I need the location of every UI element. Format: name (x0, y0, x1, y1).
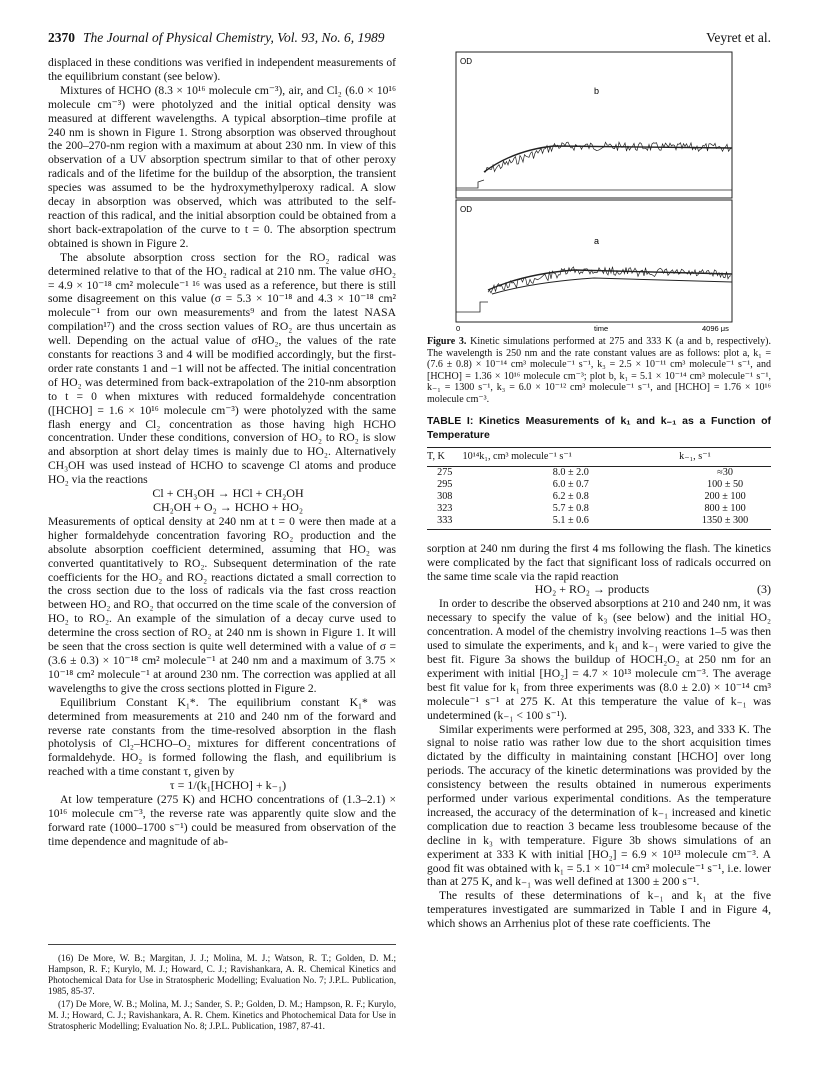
right-column (427, 336, 771, 931)
paragraph: The results of these determinations of k₋₁ and k₁ at the five temperatures investigated are summarized in Table I and in Figure 4, which shows an Arrhenius plot of these rate coefficients. The (427, 889, 771, 931)
panel-a-fit (488, 270, 732, 290)
table-row (427, 491, 771, 503)
table-row (427, 479, 771, 491)
equation: Cl + CH₃OH → HCl + CH₂OH (152, 486, 304, 501)
journal-title: The Journal of Physical Chemistry, Vol. 93, No. 6, 1989 (83, 30, 385, 45)
panel-b-frame (456, 52, 732, 198)
panel-a-od-label: OD (460, 205, 472, 214)
table-cell: 6.2 ± 0.8 (552, 490, 589, 502)
panel-a-fit-2 (492, 278, 732, 294)
table-header: k₋₁, s⁻¹ (679, 447, 771, 466)
x-axis-label: time (594, 324, 609, 332)
panel-b-step (456, 180, 484, 188)
table-header: T, K (427, 447, 463, 466)
equation-number: (3) (757, 582, 771, 597)
panel-a-frame (456, 200, 732, 322)
table-cell: 200 ± 100 (704, 490, 746, 502)
figure-3-plot (444, 50, 744, 332)
paragraph: Similar experiments were performed at 295, 308, 323, and 333 K. The signal to noise ratio was rather low due to the short acquisition times dictated by the difficulty in maintaining constant [HCHO] over long periods. The accuracy of the kinetic determinations was provided by the consistency between the results obtained in numerous experiments performed under various experimental conditions. As the temperature increased, the accuracy of the determination of k₋₁ increased and kinetic complication due to reaction 3 became less troublesome because of the decline in k₃ with temperature. Figure 3b shows simulations of an experiment at 333 K with initial [HO₂] = 6.9 × 10¹³ molecule cm⁻³. A good fit was obtained with k₁ = 5.1 × 10⁻¹⁴ cm³ molecule⁻¹ s⁻¹, i.e. lower than at 275 K, and k₋₁ was well defined at 1300 ± 200 s⁻¹. (427, 722, 771, 889)
reference-17: (17) De More, W. B.; Molina, M. J.; Sander, S. P.; Golden, D. M.; Hampson, R. F.; Kurylo, M. J.; Howard, C. J.; Ravishankara, A. R. Chem. Kinetics and Photochemical Data for Use in Stratospheric Modelling; Evaluation No. 8; J.P.L. Publication, 1987, 87-41. (48, 999, 396, 1031)
table-cell: 8.0 ± 2.0 (552, 466, 589, 478)
table-cell: 5.1 ± 0.6 (463, 515, 680, 530)
table-1 (427, 447, 771, 530)
table-row (427, 466, 771, 479)
panel-a-step (456, 302, 488, 312)
table-row (427, 503, 771, 515)
table-cell: 275 (437, 466, 453, 478)
equation: τ = 1/(k₁[HCHO] + k₋₁) (169, 778, 287, 793)
table-cell: 308 (437, 490, 453, 502)
table-cell: 100 ± 50 (706, 478, 744, 490)
table-header: 10¹⁴k₁, cm³ molecule⁻¹ s⁻¹ (463, 447, 680, 466)
table-cell: 323 (437, 502, 453, 514)
table-cell: 333 (427, 515, 463, 530)
panel-b-od-label: OD (460, 57, 472, 66)
paragraph: displaced in these conditions was verified in independent measurements of the equilibrium constant (see below). (48, 56, 396, 83)
paragraph: In order to describe the observed absorptions at 210 and 240 nm, it was necessary to specify the value of k₃ (see below) and the initial HO₂ concentration. A model of the chemistry involving reactions 1–5 was then used to simulate the experiments, and k₁ and k₋₁ were varied to give the best fit. Figure 3a shows the buildup of HOCH₂O₂ at 250 nm for an experiment with initial [HO₂] = 4.7 × 10¹³ molecule cm⁻³. The average best fit value for k₁ from three experiments was (8.0 ± 2.0) × 10⁻¹⁴ cm³ molecule⁻¹ s⁻¹ at 275 K. At this temperature the value of k₋₁ was undetermined (k₋₁ < 100 s⁻¹). (427, 597, 771, 722)
panel-b-label: b (594, 86, 600, 96)
figure-caption (427, 336, 771, 405)
panel-b-fit (484, 146, 732, 172)
paragraph: Measurements of optical density at 240 nm at t = 0 were then made at a higher formaldehyde concentration favoring RO₂ production and the absolute absorption coefficient determined, assuming that HO₂ was converted quantitatively to RO₂. Subsequent determination of the rate coefficients for the HO₂ and RO₂ reactions dictated a small correction to the cross section due to the loss of radicals via the fast cross reaction between HO₂ and RO₂ that occurred on the time scale of the conversion of HO₂ to RO₂. An example of the simulation of a decay curve used to determine the cross section of RO₂ at 240 nm is shown in Figure 1. It will be seen that the cross section is quite well determined with a value of σ = (3.6 ± 0.3) × 10⁻¹⁸ cm² molecule⁻¹ at 240 nm and a maximum of 3.75 × 10⁻¹⁸ cm² molecule⁻¹ at around 230 nm. The correction was applied at all wavelengths to give the cross sections plotted in Figure 2. (48, 514, 396, 695)
table-cell: 5.7 ± 0.8 (552, 502, 589, 514)
paragraph: At low temperature (275 K) and HCHO concentrations of (1.3–2.1) × 10¹⁶ molecule cm⁻³, the reverse rate was apparently quite slow and the forward rate (1000–1700 s⁻¹) could be measured from observation of the time dependence and magnitude of ab- (48, 793, 396, 848)
caption-text: Kinetic simulations performed at 275 and 333 K (a and b, respectively). The wavelength is 250 nm and the rate constant values are as follows: plot a, k₁ = (7.6 ± 0.8) × 10⁻¹⁴ cm³ molecule⁻¹ s⁻¹, k₃ = 2.5 × 10⁻¹¹ cm³ molecule⁻¹ s⁻¹, and [HCHO] = 1.36 × 10¹⁶ molecule cm⁻³; plot b, k₁ = 5.1 × 10⁻¹⁴ cm³ molecule⁻¹ s⁻¹, k₋₁ = 1300 s⁻¹, k₃ = 6.0 × 10⁻¹² cm³ molecule⁻¹ s⁻¹, and [HCHO] = 1.76 × 10¹⁶ molecule cm⁻³. (427, 336, 771, 405)
equation: CH₂OH + O₂ → HCHO + HO₂ (152, 500, 304, 514)
page-number: 2370 (48, 30, 75, 45)
header-left (48, 30, 385, 46)
table-cell: ≈30 (717, 466, 733, 478)
table-cell: 6.0 ± 0.7 (552, 478, 589, 490)
equation-text: HO₂ + RO₂ → products (534, 582, 650, 597)
panel-a-label: a (594, 236, 600, 246)
x-axis-start: 0 (456, 324, 461, 332)
table-title: TABLE I: Kinetics Measurements of k₁ and k₋₁ as a Function of Temperature (427, 415, 771, 441)
table-row (427, 515, 771, 530)
header-authors: Veyret et al. (706, 30, 771, 45)
x-axis-end: 4096 μs (702, 324, 729, 332)
table-cell: 1350 ± 300 (679, 515, 771, 530)
references (48, 944, 396, 1034)
caption-title: Figure 3. (427, 336, 467, 347)
figure-3 (444, 50, 744, 332)
table-cell: 295 (437, 478, 453, 490)
paragraph: sorption at 240 nm during the first 4 ms following the flash. The kinetics were complicated by the fact that significant loss of radicals occurred on the same time scale via the rapid reaction (427, 541, 771, 583)
reference-16: (16) De More, W. B.; Margitan, J. J.; Molina, M. J.; Watson, R. T.; Golden, D. M.; Hampson, R. F.; Kurylo, M. J.; Howard, C. J.; Ravishankara, A. R. Chemical Kinetics and Photochemical Data for Use in Stratospheric Modelling; Evaluation No. 7; J.P.L. Publication, 1985, 85-37. (48, 953, 396, 996)
table-cell: 800 ± 100 (704, 502, 746, 514)
paragraph: Equilibrium Constant K₁*. The equilibrium constant K₁* was determined from measurements at 210 and 240 nm of the forward and reverse rate constants from the time-resolved absorption in the flash photolysis of Cl₂–HCHO–O₂ mixtures for different concentrations of formaldehyde. HO₂ is formed following the flash, and equilibrium is reached with a time constant τ, given by (48, 695, 396, 779)
left-column (48, 56, 396, 849)
paragraph: Mixtures of HCHO (8.3 × 10¹⁶ molecule cm⁻³), air, and Cl₂ (6.0 × 10¹⁶ molecule cm⁻³) were photolyzed and the initial optical density was measured at different wavelengths. A typical absorption–time profile at 240 nm is shown in Figure 1. Strong absorption was observed throughout the 200–270-nm region with a maximum at about 230 nm. In view of this observation of a UV absorption spectrum similar to that of other peroxy radicals and of the lifetime for the buildup of the absorption, the transient species was assumed to be the hydroxymethylperoxy radical. A slow decay in absorption was observed, which was attributed to the self-reaction of this radical, and the initial absorption could be obtained from a short back-extrapolation of the curve to t = 0. The absorption spectrum obtained is shown in Figure 2. (48, 83, 396, 250)
paragraph: The absolute absorption cross section for the RO₂ radical was determined relative to that of the HO₂ radical at 210 nm. The value σHO₂ = 4.9 × 10⁻¹⁸ cm² molecule⁻¹ ¹⁶ was used as a reference, but there is still some disagreement on this value (σ = 5.3 × 10⁻¹⁸ and 4.3 × 10⁻¹⁸ cm² molecule⁻¹ from our own measurements⁹ and from the latest NASA compilation¹⁷) and the cross section values of RO₂ are thus uncertain as well. Depending on the actual value of σHO₂, the values of the rate constants for reactions 3 and 4 will be modified accordingly, but the first-order rate constants 1 and −1 will not be affected. The initial concentration of HO₂ was determined from back-extrapolation of the 210-nm absorption to t = 0 when mixtures with reduced formaldehyde concentration ([HCHO] = 1.6 × 10¹⁶ molecule cm⁻³) were photolyzed with the same flash energy and Cl₂ concentration as those having high HCHO concentration. Under these conditions, conversion of HO₂ to RO₂ is slow and absorption at short delay times is mainly due to HO₂. Alternatively CH₃OH was used instead of HCHO to scavenge Cl atoms and produce HO₂ via the reactions (48, 250, 396, 487)
equation (427, 583, 771, 597)
